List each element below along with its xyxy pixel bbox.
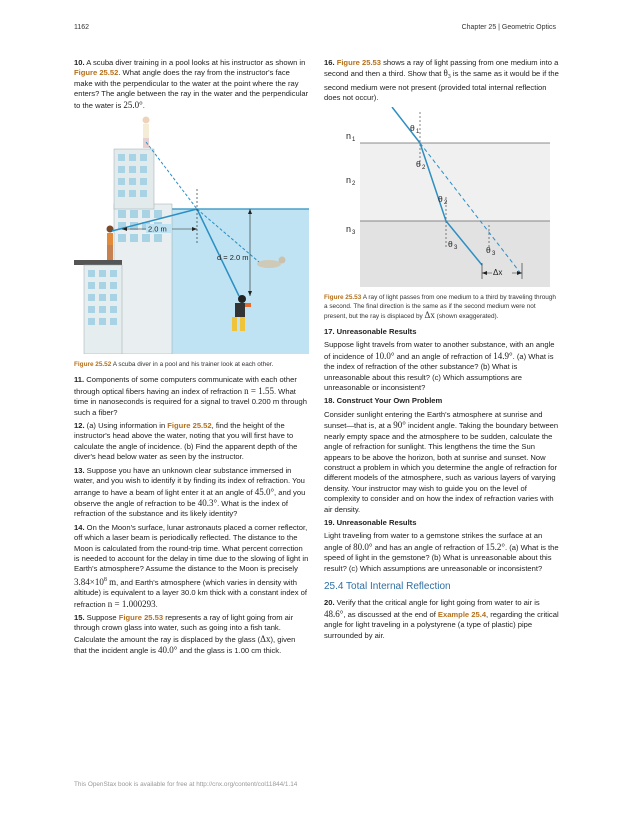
figure-link[interactable]: Figure 25.53 <box>118 612 164 622</box>
theta-3-left: θ <box>448 238 453 249</box>
theta-2-top-sub: 2 <box>422 164 426 171</box>
figure-25-52 <box>74 114 309 354</box>
label-n3-sub: 3 <box>352 229 356 236</box>
incident-ray <box>392 107 420 143</box>
page-number: 1162 <box>74 24 90 31</box>
theta-2-bottom-sub: 2 <box>444 199 448 206</box>
figure-link[interactable]: Figure 25.53 <box>336 58 382 67</box>
theta-2-top: θ <box>416 158 421 169</box>
problem-17: Suppose light travels from water to another substance, with an angle of incidence of 10.0° and an angle of refraction of 14.9°. (a) What is the index of refraction of the other substance? (b) What is unreasonable about this result? (c) Which assumptions are unreasonable or inconsistent? <box>324 340 555 393</box>
problem-14: 14. On the Moon's surface, lunar astronauts placed a corner reflector, off which a laser beam is periodically reflected. The distance to the Moon is calculated from the round-trip time. What percent correction is needed to account for the delay in time due to the slowing of light in Earth's atmosphere? Assume the distance to the Moon is precisely $3.84\times 10^8$ m, and Earth's atmosphere (which varies in density with altitude) is equivalent to a layer 30.0 km thick with a constant index of refraction n = 1.000293. <box>74 522 309 609</box>
label-n3: n <box>346 223 352 234</box>
figure-25-53 <box>324 107 559 287</box>
label-n2-sub: 2 <box>352 180 356 187</box>
problem-13: 13. Suppose you have an unknown clear substance immersed in water, and you wish to identify it by finding its index of refraction. You arrange to have a beam of light enter it at an angle of 45.0°, and you observe the angle of refraction to be 40.3°. What is the index of refraction of the substance and its likely identity? <box>74 465 306 519</box>
problem-11: 11. Components of some computers communicate with each other through optical fibers having an index of refraction n = 1.55. What time in nanoseconds is required for a signal to travel 0.200 m through such a fiber? <box>74 375 308 417</box>
instructor-image-figure <box>143 117 150 149</box>
right-column <box>324 58 559 644</box>
example-link[interactable]: Example 25.4 <box>437 609 487 619</box>
footer-notice: This OpenStax book is available for free at http://cnx.org/content/col11844/1.14 <box>74 781 298 788</box>
figure-link[interactable]: Figure 25.52 <box>167 421 212 431</box>
problem-19: Light traveling from water to a gemstone strikes the surface at an angle of 80.0° and has an angle of refraction of 15.2°. (a) What is the speed of light in the gemstone? (b) What is unreasonable about this result? (c) Which assumptions are unreasonable or inconsistent? <box>324 531 559 573</box>
left-column <box>74 58 309 660</box>
medium-2-band <box>360 143 550 221</box>
section-heading: 25.4 Total Internal Reflection <box>324 580 451 592</box>
theta-1: θ <box>410 122 415 133</box>
theta-3-left-sub: 3 <box>454 244 458 251</box>
theta-1-sub: 1 <box>416 128 420 135</box>
problem-17-heading: 17. Unreasonable Results <box>324 327 417 337</box>
figure-link[interactable]: Figure 25.52 <box>74 68 119 78</box>
problem-19-heading: 19. Unreasonable Results <box>324 517 417 527</box>
problem-12: 12. (a) Using information in Figure 25.52, find the height of the instructor's head above the water, noting that you will first have to calculate the angle of incidence. (b) Find the apparent depth of the diver's head below water as seen by the instructor. <box>74 421 298 462</box>
problem-15: 15. Suppose Figure 25.53 represents a ray of light going from air through crown glass into water, such as going into a fish tank. Calculate the amount the ray is displaced by the glass (Δx), given that the incident angle is 40.0° and the glass is 1.00 cm thick. <box>74 612 296 656</box>
problem-18: Consider sunlight entering the Earth's atmosphere at sunrise and sunset—that is, at a 90° incident angle. Taking the boundary between nearly empty space and the atmosphere to be sudden, calculate the angle of refraction for sunlight. This lengthens the time the Sun appears to be above the horizon, both at sunrise and sunset. Now construct a problem in which you determine the angle of refraction for different models of the atmosphere, such as various layers of varying density. Your instructor may wish to guide you on the level of complexity to consider and on how the index of refraction varies with air density. <box>324 409 559 514</box>
label-n2: n <box>346 174 352 185</box>
label-n1: n <box>346 130 352 141</box>
problem-16: 16. Figure 25.53 shows a ray of light passing from one medium into a second and then a third. Show that $\theta_3$ is the same as it would be if the second medium were not present (provided total internal reflection does not occur). <box>324 58 559 103</box>
problem-20: 20. Verify that the critical angle for light going from water to air is 48.6°, as discussed at the end of Example 25.4, regarding the critical angle for light traveling in a polystyrene (a type of plastic) pipe surrounded by air. <box>324 598 559 640</box>
label-n1-sub: 1 <box>352 136 356 143</box>
depth-label: d = 2.0 m <box>217 253 249 263</box>
distance-label: 2.0 m <box>148 224 167 234</box>
dx-label: Δx <box>493 267 503 277</box>
problem-10: 10. A scuba diver training in a pool looks at his instructor as shown in Figure 25.52. What angle does the ray from the instructor's face make with the perpendicular to the water at the point where the ray enters? The angle between the ray in the water and the perpendicular to the water is 25.0°. <box>74 58 309 110</box>
figure-25-52-caption: Figure 25.52 A scuba diver in a pool and his trainer look at each other. <box>74 361 274 369</box>
figure-25-53-caption: Figure 25.53 A ray of light passes from one medium to a third by traveling through a second. The final direction is the same as if the second medium were not present, but the ray is displaced by Δx (shown exaggerated). <box>324 294 556 321</box>
pool-edge <box>74 260 122 265</box>
theta-3-right: θ <box>486 244 491 255</box>
theta-2-bottom: θ <box>438 193 443 204</box>
theta-3-right-sub: 3 <box>492 250 496 257</box>
chapter-title: Chapter 25 | Geometric Optics <box>461 24 556 31</box>
problem-18-heading: 18. Construct Your Own Problem <box>324 396 443 406</box>
